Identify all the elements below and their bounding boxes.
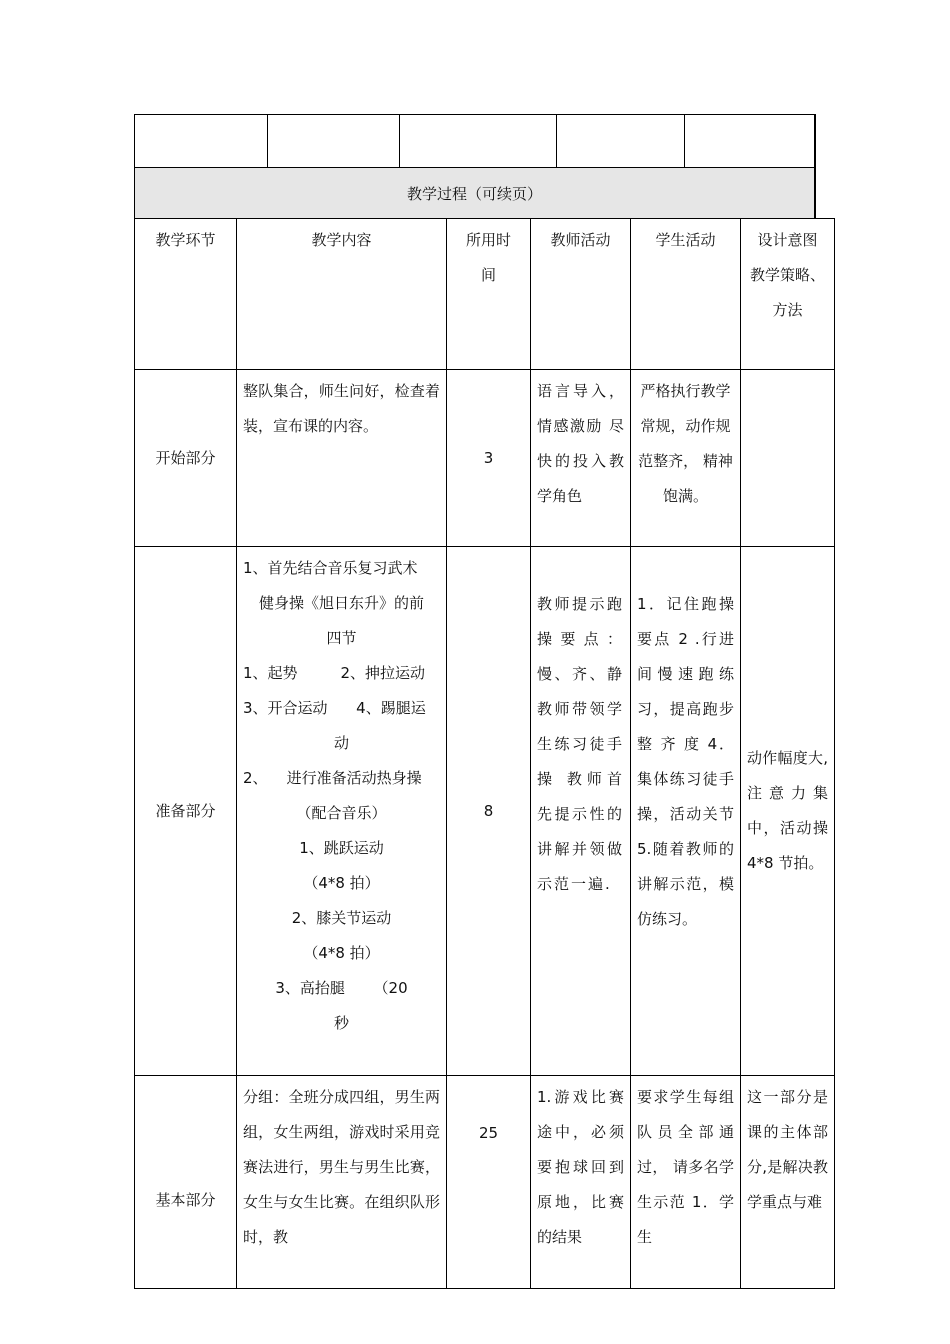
basic-student: 要求学生每组队员全部通过， 请多名学生示范 1．学生 (631, 1076, 741, 1289)
header-time (447, 219, 531, 370)
teaching-process-table (134, 218, 835, 1289)
prep-teacher: 教师提示跑操要点：慢、齐、静 教师带领学生练习徒手操 教师首先提示性的讲解并领做示范一遍. (531, 547, 631, 1076)
header-design-line3: 方法 (772, 301, 803, 319)
basic-design: 这一部分是课的主体部分,是解决教学重点与难 (741, 1076, 835, 1289)
header-time-line1: 所用时 (465, 231, 511, 249)
blank-cell (268, 115, 399, 167)
blank-header-row (134, 114, 816, 168)
prep-content-line: 1、起势 2、抻拉运动 (243, 664, 426, 682)
table-header-row (135, 219, 835, 370)
blank-cell (400, 115, 557, 167)
header-time-line2: 间 (480, 266, 496, 284)
blank-cell (135, 115, 268, 167)
start-teacher: 语言导入，情感激励 尽快的投入教学角色 (531, 370, 631, 547)
start-section: 开始部分 (135, 370, 237, 547)
teaching-process-banner: 教学过程（可续页） (134, 167, 816, 219)
start-time: 3 (447, 370, 531, 547)
header-teacher: 教师活动 (531, 219, 631, 370)
prep-content-line: （4*8 拍） (303, 944, 380, 962)
header-student: 学生活动 (631, 219, 741, 370)
start-content: 整队集合，师生问好，检查着装，宣布课的内容。 (237, 370, 447, 547)
prep-time: 8 (447, 547, 531, 1076)
table-row (135, 1076, 835, 1289)
header-design (741, 219, 835, 370)
prep-content-line: 健身操《旭日东升》的前 (258, 594, 424, 612)
prep-section: 准备部分 (135, 547, 237, 1076)
start-design (741, 370, 835, 547)
basic-teacher: 1.游戏比赛途中，必须要抱球回到原地，比赛的结果 (531, 1076, 631, 1289)
prep-content-line: 1、首先结合音乐复习武术 (243, 559, 418, 577)
basic-time: 25 (447, 1076, 531, 1289)
header-section: 教学环节 (135, 219, 237, 370)
prep-student: 1．记住跑操要点 2 .行进间慢速跑练习，提高跑步 整 齐 度 4．集体练习徒手操，活动关节 5.随着教师的讲解示范，模仿练习。 (631, 547, 741, 1076)
prep-content-line: 3、开合运动 4、踢腿运 (243, 699, 426, 717)
prep-content-line: 动 (333, 734, 349, 752)
prep-content-line: 3、高抬腿 （20 (275, 979, 408, 997)
prep-content-line: （4*8 拍） (303, 874, 380, 892)
header-content: 教学内容 (237, 219, 447, 370)
prep-content-line: 2、 进行准备活动热身操 (243, 769, 422, 787)
header-design-line2: 教学策略、 (749, 266, 825, 284)
prep-content-line: 秒 (333, 1014, 349, 1032)
prep-content-line: （配合音乐） (296, 804, 387, 822)
table-row (135, 370, 835, 547)
start-student: 严格执行教学常规，动作规范整齐， 精神饱满。 (631, 370, 741, 547)
table-row (135, 547, 835, 1076)
prep-content (237, 547, 447, 1076)
prep-content-line: 2、膝关节运动 (291, 909, 392, 927)
basic-content: 分组：全班分成四组，男生两组，女生两组，游戏时采用竞赛法进行，男生与男生比赛，女生与女生比赛。在组织队形时，教 (237, 1076, 447, 1289)
prep-design: 动作幅度大,注意力集中，活动操 4*8 节拍。 (741, 547, 835, 1076)
blank-cell (685, 115, 814, 167)
blank-cell (557, 115, 684, 167)
prep-content-line: 四节 (326, 629, 357, 647)
basic-section: 基本部分 (135, 1076, 237, 1289)
prep-content-line: 1、跳跃运动 (299, 839, 384, 857)
header-design-line1: 设计意图 (757, 231, 818, 249)
